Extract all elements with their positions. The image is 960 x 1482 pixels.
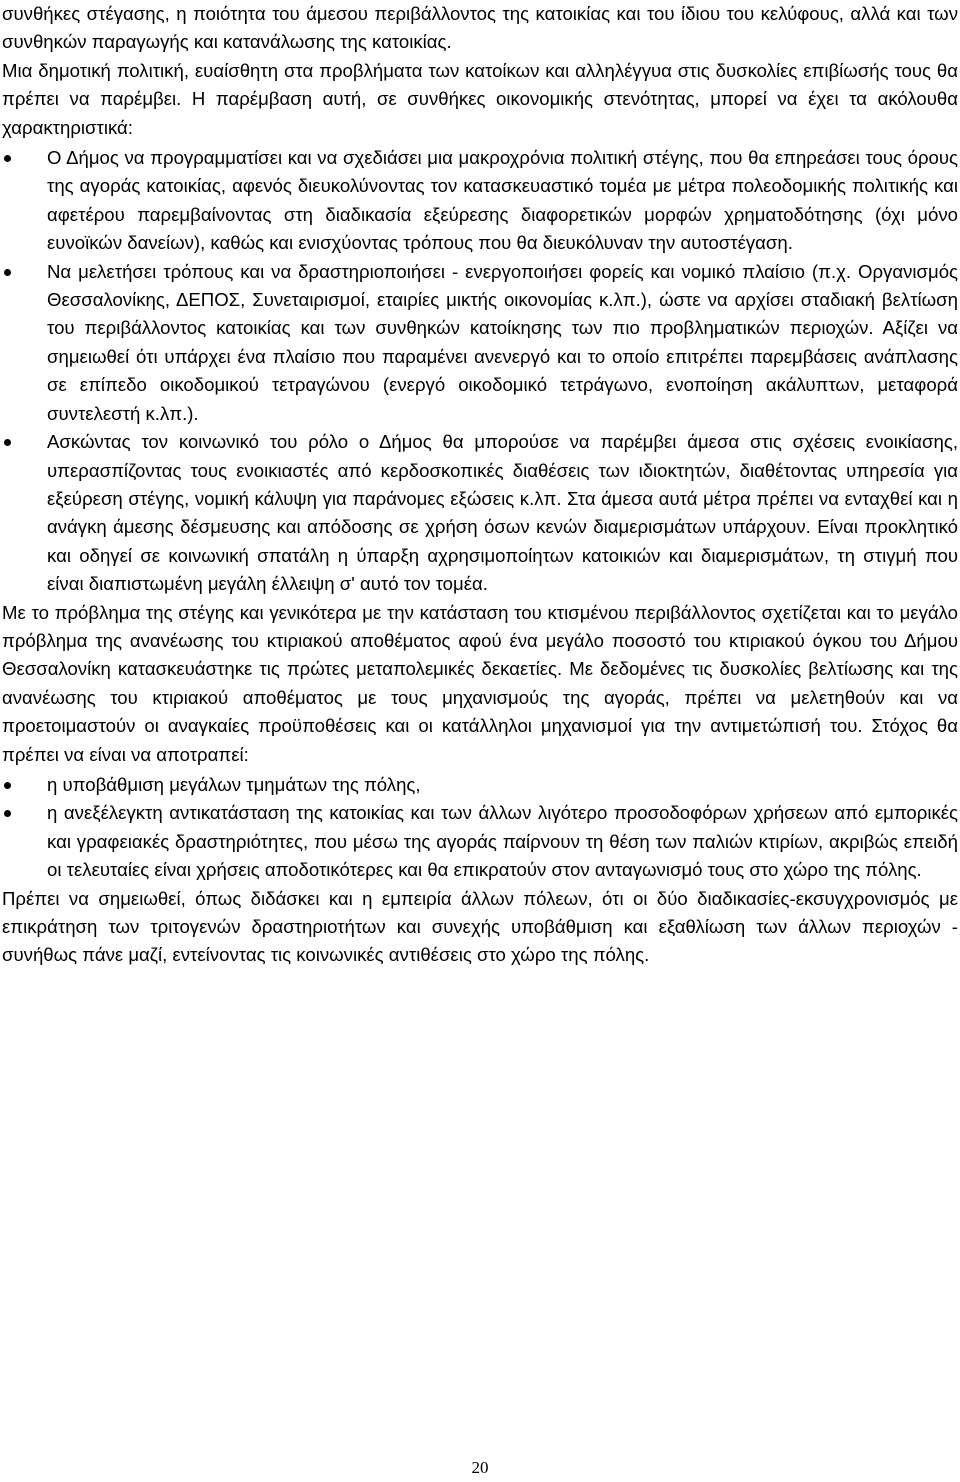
list-item xyxy=(2,144,958,258)
list-item xyxy=(2,799,958,884)
paragraph-continuation: συνθήκες στέγασης, η ποιότητα του άμεσου περιβάλλοντος της κατοικίας και του ίδιου του κελύφους, αλλά και των συνθηκών παραγωγής και κατανάλωσης της κατοικίας. xyxy=(2,3,958,53)
list-item-text: η ανεξέλεγκτη αντικατάσταση της κατοικίας και των άλλων λιγότερο προσοδοφόρων χρήσεων από εμπορικές και γραφειακές δραστηριότητες, που μέσω της αγοράς παίρνουν τη θέση των παλιών κτιρίων, ακριβώς επειδή οι τελευταίες είναι χρήσεις αποδοτικότερες και θα επικρατούν στον ανταγωνισμό τους στο χώρο της πόλης. xyxy=(47,802,958,881)
list-item xyxy=(2,258,958,428)
policy-measures-list xyxy=(2,144,958,599)
list-item-text: η υποβάθμιση μεγάλων τμημάτων της πόλης, xyxy=(47,773,421,795)
bullet-icon xyxy=(4,810,11,817)
paragraph-policy-intro: Μια δημοτική πολιτική, ευαίσθητη στα προβλήματα των κατοίκων και αλληλέγγυα στις δυσκολίες επιβίωσής τους θα πρέπει να παρέμβει. Η παρέμβαση αυτή, σε συνθήκες οικονομικής στενότητας, μπορεί να έχει τα ακόλουθα χαρακτηριστικά: xyxy=(2,59,958,138)
paragraph-conclusion: Πρέπει να σημειωθεί, όπως διδάσκει και η εμπειρία άλλων πόλεων, ότι οι δύο διαδικασίες-εκσυγχρονισμός με επικράτηση των τριτογενών δραστηριοτήτων και συνεχής υποβάθμιση και εξαθλίωση των άλλων περιοχών - συνήθως πάνε μαζί, εντείνοντας τις κοινωνικές αντιθέσεις στο χώρο της πόλης. xyxy=(2,887,958,966)
list-item-text: Ασκώντας τον κοινωνικό του ρόλο ο Δήμος θα μπορούσε να παρέμβει άμεσα στις σχέσεις ενοικίασης, υπερασπίζοντας τους ενοικιαστές από κερδοσκοπικές διαθέσεις των ιδιοκτητών, διαθέτοντας υπηρεσία για εξεύρεση στέγης, νομική κάλυψη για παράνομες εξώσεις κ.λπ. Στα άμεσα αυτά μέτρα πρέπει να ενταχθεί και η ανάγκη άμεσης δέσμευσης και απόδοσης σε χρήση όσων κενών διαμερισμάτων υπάρχουν. Είναι προκλητικό και οδηγεί σε κοινωνική σπατάλη η ύπαρξη αχρησιμοποίητων κατοικιών και διαμερισμάτων, τη στιγμή που είναι διαπιστωμένη μεγάλη έλλειψη σ' αυτό τον τομέα. xyxy=(47,431,958,595)
bullet-icon xyxy=(4,439,11,446)
prevention-goals-list xyxy=(2,771,958,885)
list-item-text: Ο Δήμος να προγραμματίσει και να σχεδιάσει μια μακροχρόνια πολιτική στέγης, που θα επηρεάσει τους όρους της αγοράς κατοικίας, αφενός διευκολύνοντας τον κατασκευαστικό τομέα με μέτρα πολεοδομικής πολιτικής και αφετέρου παρεμβαίνοντας στη διαδικασία εξεύρεσης διαφορετικών μορφών χρηματοδότησης (όχι μόνο ευνοϊκών δανείων), καθώς και ενισχύοντας τρόπους που θα διευκόλυναν την αυτοστέγαση. xyxy=(47,147,958,254)
page-number: 20 xyxy=(471,1458,489,1477)
list-item xyxy=(2,428,958,598)
paragraph-building-stock: Με το πρόβλημα της στέγης και γενικότερα με την κατάσταση του κτισμένου περιβάλλοντος σχετίζεται και το μεγάλο πρόβλημα της ανανέωσης του κτιριακού αποθέματος αφού ένα μεγάλο ποσοστό του κτιριακού όγκου του Δήμου Θεσσαλονίκη κατασκευάστηκε τις πρώτες μεταπολεμικές δεκαετίες. Με δεδομένες τις δυσκολίες βελτίωσης και της ανανέωσης του κτιριακού αποθέματος με τους μηχανισμούς της αγοράς, πρέπει να μελετηθούν και να προετοιμαστούν οι αναγκαίες προϋποθέσεις και οι κατάλληλοι μηχανισμοί για την αντιμετώπισή του. Στόχος θα πρέπει να είναι να αποτραπεί: xyxy=(2,601,958,765)
bullet-icon xyxy=(4,155,11,162)
list-item-text: Να μελετήσει τρόπους και να δραστηριοποιήσει - ενεργοποιήσει φορείς και νομικό πλαίσιο (π.χ. Οργανισμός Θεσσαλονίκης, ΔΕΠΟΣ, Συνεταιρισμοί, εταιρίες μικτής οικονομίας κ.λπ.), ώστε να αρχίσει σταδιακή βελτίωση του περιβάλλοντος κατοικίας και των συνθηκών κατοίκησης των πιο προβληματικών περιοχών. Αξίζει να σημειωθεί ότι υπάρχει ένα πλαίσιο που παραμένει ανενεργό και το οποίο επιτρέπει παρεμβάσεις ανάπλασης σε επίπεδο οικοδομικού τετραγώνου (ενεργό οικοδομικό τετράγωνο, ενοποίηση ακάλυπτων, μεταφορά συντελεστή κ.λπ.). xyxy=(47,260,958,424)
list-item xyxy=(2,771,958,799)
bullet-icon xyxy=(4,269,11,276)
bullet-icon xyxy=(4,782,11,789)
